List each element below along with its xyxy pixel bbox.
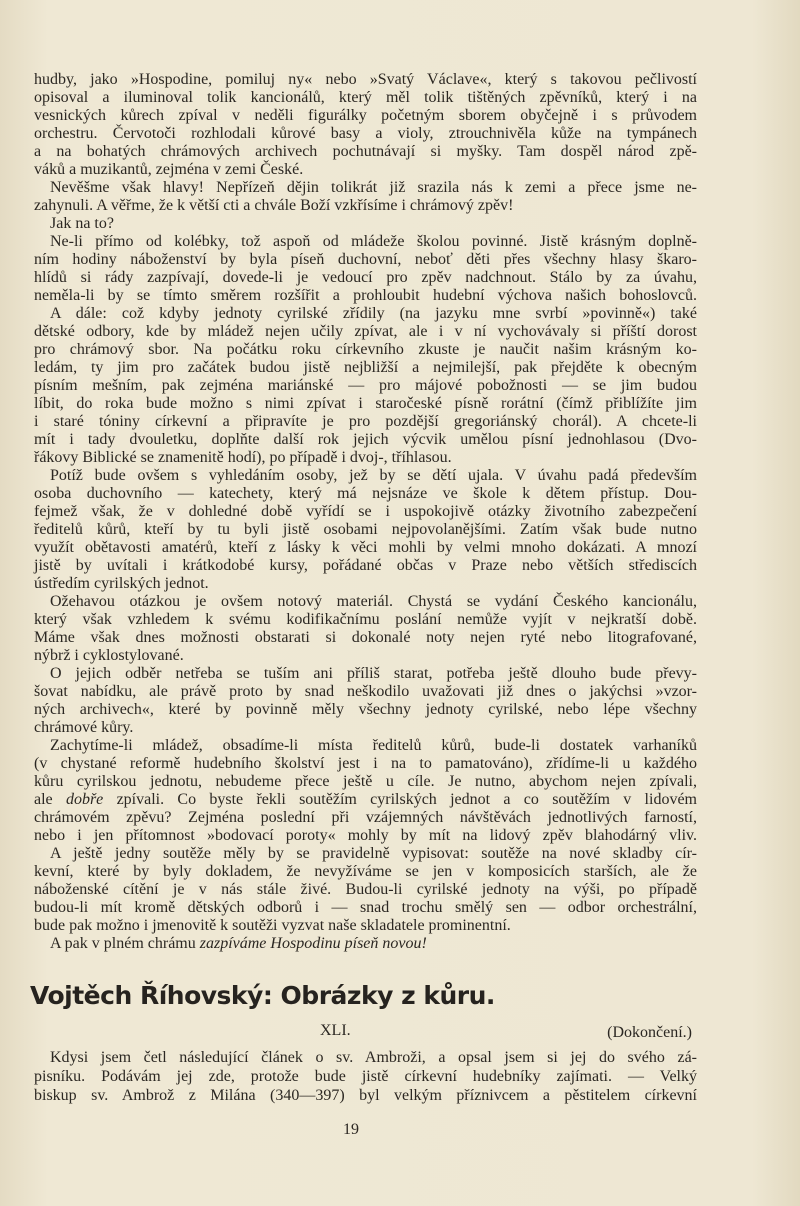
text-line xyxy=(34,449,697,467)
section-number: XLI. xyxy=(320,1022,351,1039)
text-line xyxy=(34,485,697,503)
text-line xyxy=(34,611,697,629)
text-segment: A dále: což kdyby jednoty cyrilské zřídily (na jazyku mne svrbí »povinně«) také xyxy=(50,305,697,322)
text-segment: ných archivech«, které by povinně měly všechny jednoty cyrilské, nebo lépe všechny xyxy=(34,701,697,718)
article-text xyxy=(34,1048,697,1105)
text-segment: chrámové kůry. xyxy=(34,719,134,736)
text-line xyxy=(34,593,697,611)
text-segment: orchestru. Červotoči rozhlodali kůrové basy a violy, ztrouchnivěla kůže na tympánech xyxy=(34,125,697,142)
text-line xyxy=(34,647,697,665)
text-segment: Kdysi jsem četl následující článek o sv. Ambroži, a opsal jsem si jej do svého zá- xyxy=(50,1049,697,1066)
text-segment: kevní, které by byly dokladem, že nevyžíváme se jen v komposicích starších, ale že xyxy=(34,863,697,880)
text-segment: a na bohatých chrámových archivech pochutnávají si myšky. Tam dospěl národ zpě- xyxy=(34,143,697,160)
text-segment: (v chystané reformě hudebního školství jest i na to pamatováno), zřídíme-li u každého xyxy=(34,755,697,772)
text-line xyxy=(34,71,697,89)
text-segment: pisníku. Podávám jej zde, protože bude jistě církevní hudebníky zajímati. — Velký xyxy=(34,1068,697,1085)
text-segment: dětské odbory, kde by mládež nejen učily zpívat, ale i v ní vychovávaly si příští dorost xyxy=(34,323,697,340)
text-line xyxy=(34,377,697,395)
text-line xyxy=(34,809,697,827)
text-line xyxy=(34,161,697,179)
text-line xyxy=(34,323,697,341)
text-segment: hlídů si rády zazpívají, dovede-li je vedoucí pro zpěv nadchnout. Stálo by za úvahu, xyxy=(34,269,697,286)
text-line xyxy=(34,89,697,107)
text-segment: ústředím cyrilských jednot. xyxy=(34,575,209,592)
text-line xyxy=(34,917,697,935)
text-segment: O jejich odběr netřeba se tuším ani příliš starat, potřeba ještě dlouho bude převy- xyxy=(50,665,697,682)
text-segment: Máme však dnes možnosti obstarati si dokonalé noty nejen ryté nebo litografované, xyxy=(34,629,697,646)
text-segment: i staré tóniny církevní a připravíte je pro pozdější gregoriánský chorál). A chcete-li xyxy=(34,413,697,430)
text-line xyxy=(34,701,697,719)
text-segment: Zachytíme-li mládež, obsadíme-li místa ředitelů kůrů, bude-li dostatek varhaníků xyxy=(50,737,697,754)
text-line xyxy=(34,107,697,125)
text-line xyxy=(34,737,697,755)
text-segment: A pak v plném chrámu xyxy=(50,935,200,952)
text-line xyxy=(34,215,697,233)
text-segment: bude pak možno i jmenovitě k soutěži vyzvat naše skladatele prominentní. xyxy=(34,917,511,934)
text-segment: hudby, jako »Hospodine, pomiluj ny« nebo »Svatý Václave«, který s takovou pečlivostí xyxy=(34,71,697,88)
text-line xyxy=(34,845,697,863)
text-line xyxy=(34,521,697,539)
text-segment: opisoval a iluminoval tolik kancionálů, který měl tolik tištěných zpěvníků, který i na xyxy=(34,89,697,106)
text-line xyxy=(34,269,697,287)
text-line xyxy=(34,1048,697,1067)
text-segment: Potíž bude ovšem s vyhledáním osoby, jež by se dětí ujala. V úvahu padá především xyxy=(50,467,697,484)
text-line xyxy=(34,629,697,647)
text-line xyxy=(34,791,697,809)
text-segment: budou-li mít kromě dětských odborů i — snad trochu smělý sen — odbor orchestrální, xyxy=(34,899,697,916)
text-segment: náboženské cítění je v nás stále živé. Budou-li cyrilské jednoty na výši, po případě xyxy=(34,881,697,898)
text-line xyxy=(34,539,697,557)
text-segment: pro chrámový sbor. Na počátku roku církevního zkuste je naučit našim krásným ko- xyxy=(34,341,697,358)
text-line xyxy=(34,413,697,431)
text-line xyxy=(34,575,697,593)
text-segment: jistě by uvítali i krátkodobé kursy, pořádané občas v Praze nebo větších střediscích xyxy=(34,557,697,574)
text-segment: nýbrž i cyklostylované. xyxy=(34,647,184,664)
text-segment: nebo i jen přítomnost »bodovací poroty« mohly by mít na lidový zpěv blahodárný vliv. xyxy=(34,827,697,844)
text-segment: ale xyxy=(34,791,66,808)
article-heading: Vojtěch Říhovský: Obrázky z kůru. xyxy=(30,981,495,1010)
text-segment: ním hodiny náboženství by byla píseň duchovní, neboť děti přes všechny hlasy škaro- xyxy=(34,251,697,268)
text-line xyxy=(34,719,697,737)
page-number: 19 xyxy=(343,1121,359,1138)
article-continuation-text xyxy=(34,71,697,953)
text-segment: Nevěšme však hlavy! Nepřízeň dějin tolikrát již srazila nás k zemi a přece jsme ne- xyxy=(50,179,697,196)
text-segment: Jak na to? xyxy=(50,215,114,232)
text-segment: zahynuli. A věřme, že k větší cti a chvále Boží vzkřísíme i chrámový zpěv! xyxy=(34,197,514,214)
text-line xyxy=(34,773,697,791)
text-segment: ledám, ty jim pro začátek budou jistě nejbližší a nejmilejší, pak přejděte k obecným xyxy=(34,359,697,376)
text-line xyxy=(34,863,697,881)
text-line xyxy=(34,341,697,359)
text-line xyxy=(34,899,697,917)
text-line xyxy=(34,197,697,215)
text-line xyxy=(34,125,697,143)
text-line xyxy=(34,665,697,683)
text-segment: líbit, do roka bude možno s nimi zpívat i staročeské písně rorátní (čímž přiblížíte jim xyxy=(34,395,697,412)
text-line xyxy=(34,143,697,161)
text-segment: kůru cyrilskou jednotu, nebudeme přece ještě u cíle. Je nutno, abychom nejen zpívali, xyxy=(34,773,697,790)
text-segment: řákovy Biblické se znamenitě hodí), po případě i dvoj-, tříhlasou. xyxy=(34,449,452,466)
text-segment: zpívali. Co byste řekli soutěžím cyrilských jednot a co soutěžím v lidovém xyxy=(103,791,697,808)
text-segment: který však vzhledem k svému kodifikačnímu poslání nemůže vyjít v nejkratší době. xyxy=(34,611,697,628)
text-line xyxy=(34,395,697,413)
text-line xyxy=(34,755,697,773)
text-line xyxy=(34,431,697,449)
text-line xyxy=(34,503,697,521)
italic-text: dobře xyxy=(65,791,104,808)
text-segment: Ožehavou otázkou je ovšem notový materiál. Chystá se vydání Českého kancionálu, xyxy=(50,593,697,610)
text-segment: váků a muzikantů, zejména v zemi České. xyxy=(34,161,304,178)
text-line xyxy=(34,467,697,485)
text-line xyxy=(34,359,697,377)
text-segment: neměla-li by se tímto směrem rozšířit a prohloubit hudební výchova našich bohoslovců. xyxy=(34,287,697,304)
text-line xyxy=(34,935,697,953)
italic-text: zazpíváme Hospodinu píseň novou! xyxy=(199,935,427,952)
text-segment: osoba duchovního — katechety, který má nejsnáze ve škole k dětem přístup. Dou- xyxy=(34,485,697,502)
text-segment: mít i tady dvouletku, doplňte další rok jejich výcvik umělou písní jednohlasou (Dvo- xyxy=(34,431,697,448)
text-segment: A ještě jedny soutěže měly by se pravidelně vypisovat: soutěže na nové skladby cír- xyxy=(50,845,697,862)
text-segment: ředitelů kůrů, kteří by tu byli jistě osobami nejpovolanějšími. Zatím však bude nutno xyxy=(34,521,697,538)
text-line xyxy=(34,287,697,305)
text-segment: chrámovém zpěvu? Zejména poslední při vzájemných návštěvách jednotlivých farností, xyxy=(34,809,697,826)
text-line xyxy=(34,827,697,845)
text-segment: fejmež však, že v dohledné době vyřídí se i uspokojivě otázky životního zabezpečení xyxy=(34,503,697,520)
continued-label: (Dokončení.) xyxy=(607,1024,692,1041)
text-segment: biskup sv. Ambrož z Milána (340—397) byl velkým příznivcem a pěstitelem církevní xyxy=(34,1087,697,1104)
text-segment: vesnických kůrech zpíval v neděli figurálky početným sborem obyčejně i s průvodem xyxy=(34,107,697,124)
text-line xyxy=(34,305,697,323)
text-segment: šovat nabídku, ale právě proto by snad neškodilo uvažovati již dnes o jakýchsi »vzor- xyxy=(34,683,697,700)
text-line xyxy=(34,1086,697,1105)
text-segment: písním mešním, pak zejména mariánské — pro májové pobožnosti — se jim budou xyxy=(34,377,697,394)
text-line xyxy=(34,251,697,269)
text-segment: Ne-li přímo od kolébky, tož aspoň od mládeže školou povinné. Jistě krásným doplně- xyxy=(50,233,697,250)
text-line xyxy=(34,1067,697,1086)
text-line xyxy=(34,881,697,899)
text-line xyxy=(34,179,697,197)
text-line xyxy=(34,683,697,701)
text-line xyxy=(34,557,697,575)
text-segment: využít obětavosti amatérů, kteří z lásky k věci mohli by velmi mnoho dokázati. A mnozí xyxy=(34,539,697,556)
text-line xyxy=(34,233,697,251)
